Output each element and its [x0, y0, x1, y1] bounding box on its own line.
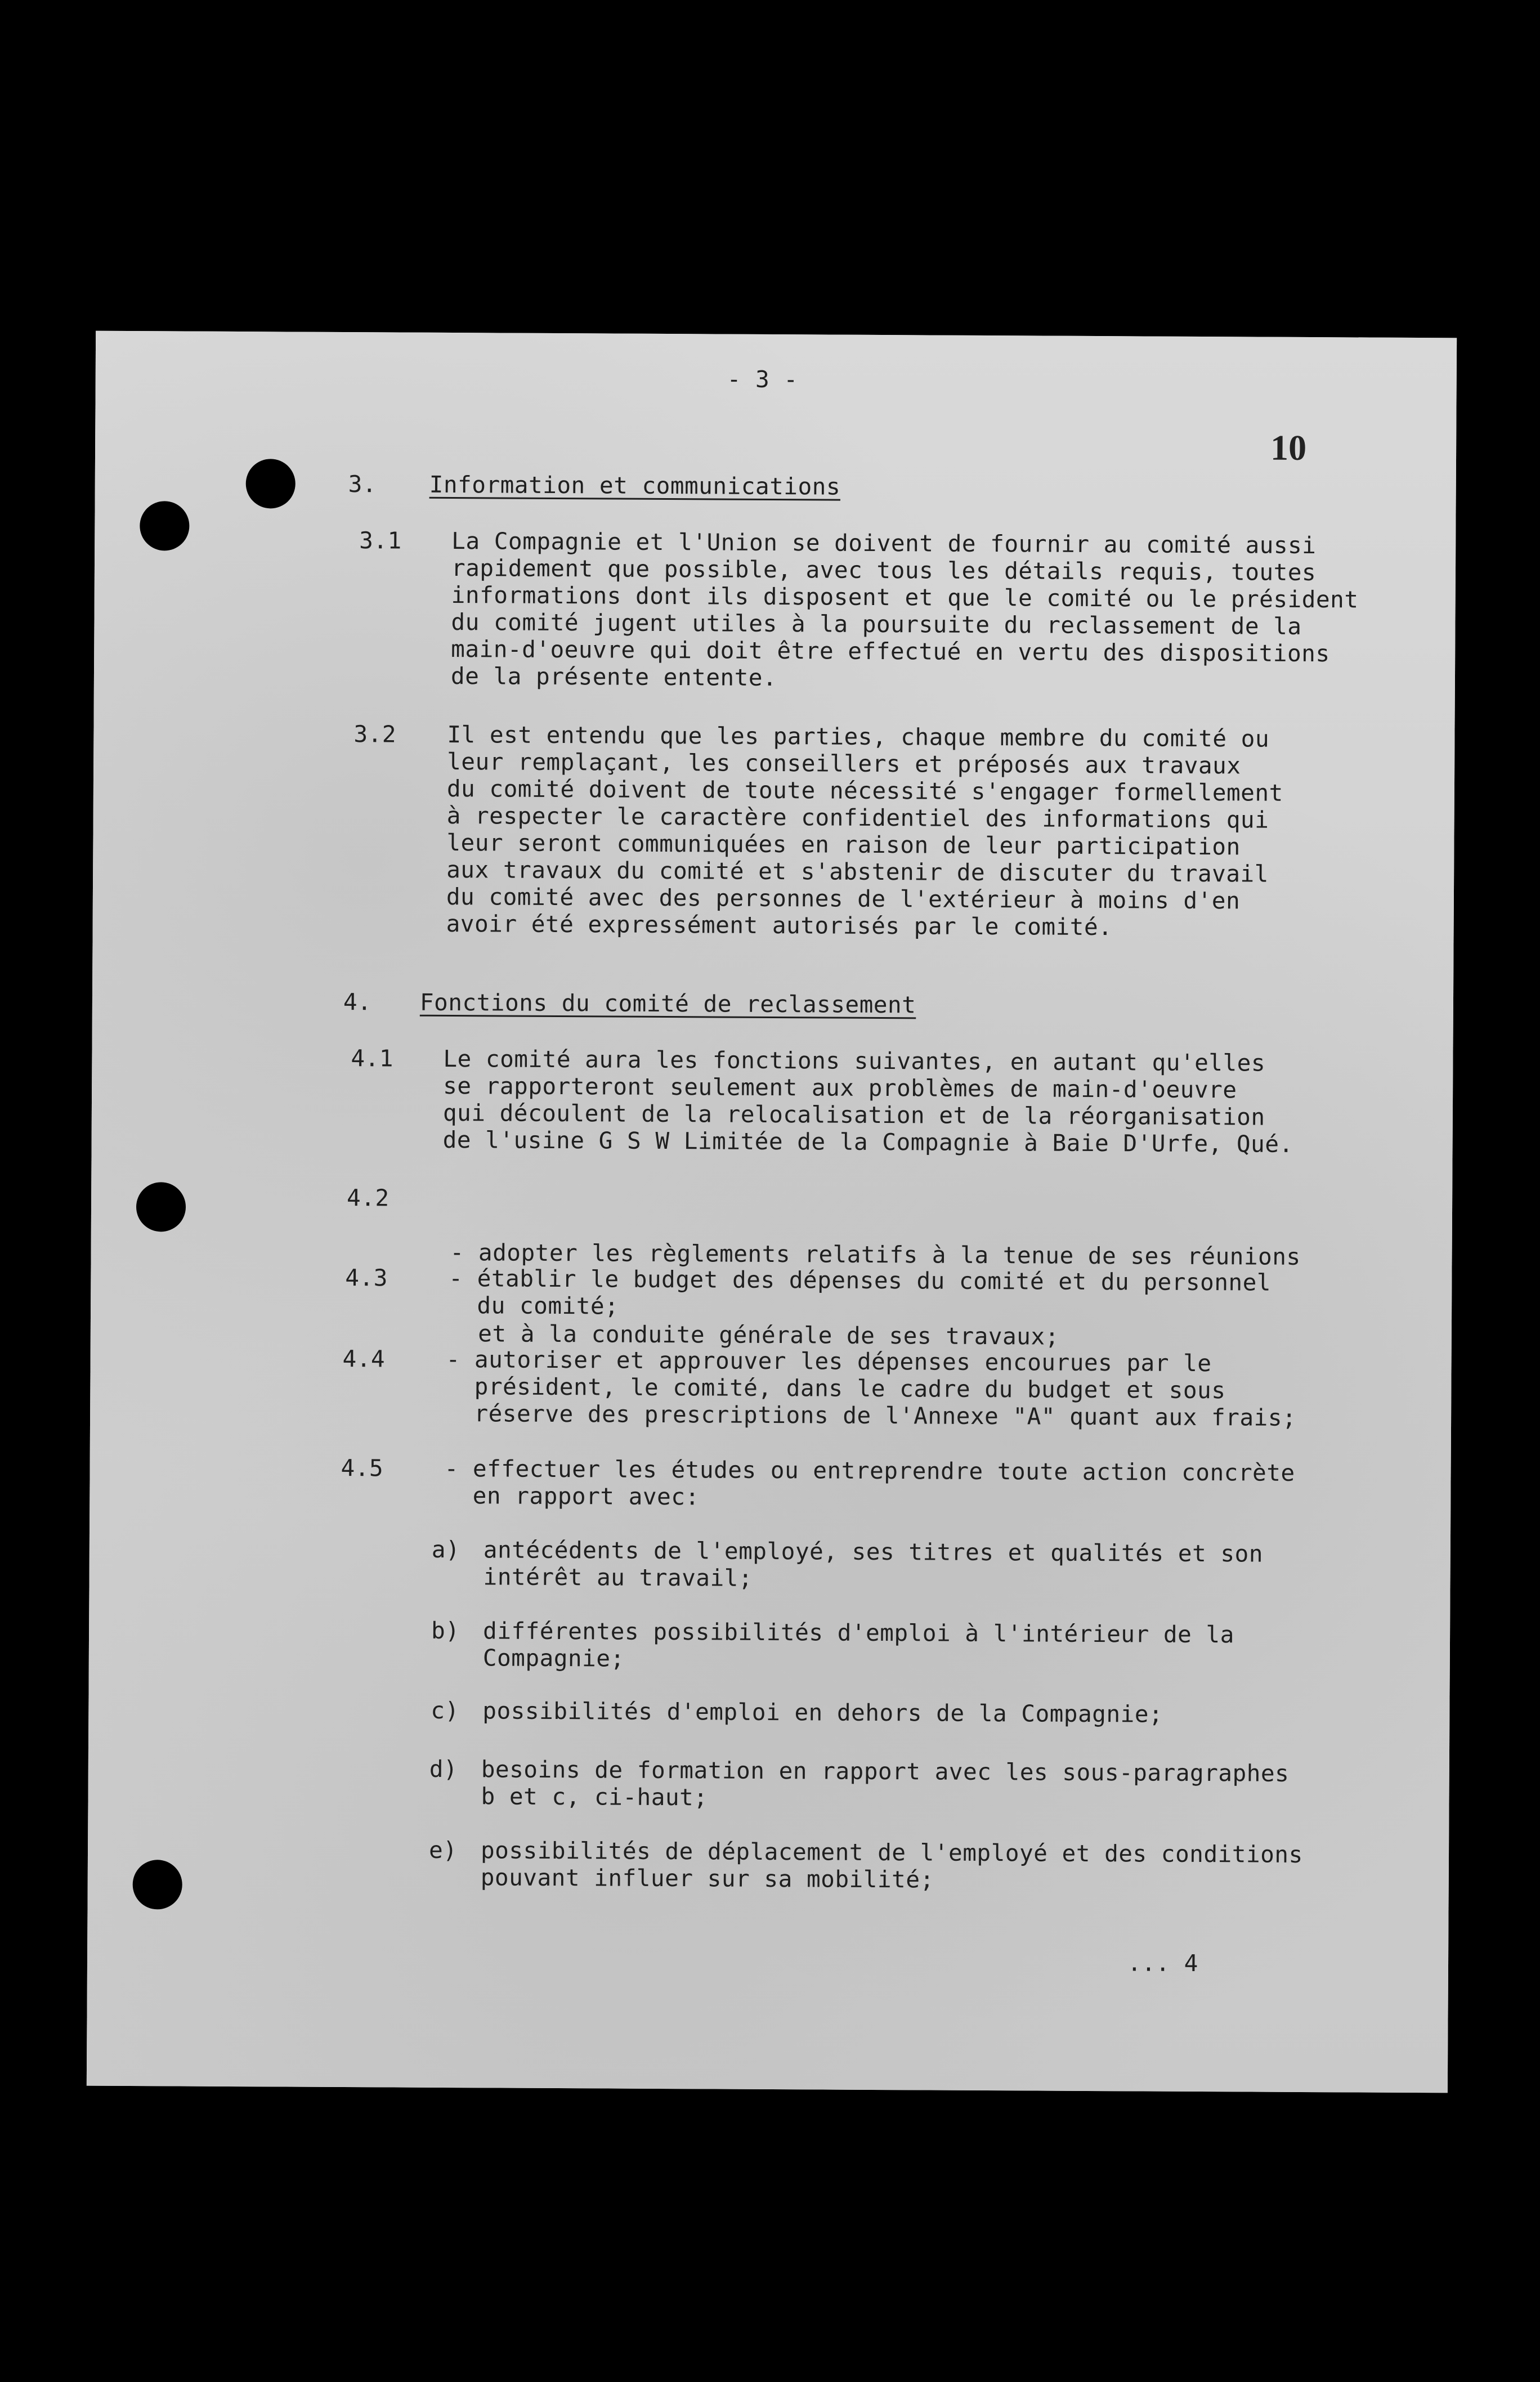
text-line: main-d'oeuvre qui doit être effectué en vertu des dispositions [451, 635, 1330, 668]
text-line: antécédents de l'employé, ses titres et qualités et son [483, 1536, 1264, 1568]
continuation-marker: ... 4 [1127, 1949, 1199, 1977]
text-line: et à la conduite générale de ses travaux; [449, 1320, 1059, 1350]
paragraph-number: 4.5 [341, 1454, 384, 1482]
sub-item-d [481, 1756, 1289, 1814]
paragraph-number: 4.4 [342, 1345, 386, 1373]
sub-item-letter: d) [429, 1755, 458, 1783]
paragraph-3-2 [446, 721, 1284, 942]
text-line: pouvant influer sur sa mobilité; [480, 1864, 934, 1893]
paragraph-number: 4.3 [345, 1264, 388, 1292]
punch-hole [140, 501, 189, 550]
paragraph-number: 3.1 [359, 527, 402, 554]
text-line: à respecter le caractère confidentiel des informations qui [446, 802, 1269, 834]
text-line: leur seront communiquées en raison de leur participation [446, 829, 1241, 861]
section-number: 3. [348, 471, 377, 498]
text-line: possibilités de déplacement de l'employé et des conditions [480, 1837, 1303, 1868]
text-line: leur remplaçant, les conseillers et préposés aux travaux [447, 747, 1241, 780]
text-line: - établir le budget des dépenses du comité et du personnel [449, 1264, 1272, 1296]
section-title: Information et communications [429, 471, 841, 500]
sub-item-c [482, 1697, 1163, 1727]
section-title: Fonctions du comité de reclassement [419, 988, 916, 1019]
text-line: Le comité aura les fonctions suivantes, en autant qu'elles [443, 1045, 1266, 1077]
text-line: - effectuer les études ou entreprendre toute action concrète [444, 1454, 1295, 1486]
text-line: du comité avec des personnes de l'extérieur à moins d'en [446, 883, 1241, 915]
sub-item-letter: b) [431, 1617, 460, 1645]
punch-hole [136, 1182, 186, 1232]
paragraph-4-3 [449, 1265, 1271, 1323]
text-line: rapidement que possible, avec tous les détails requis, toutes [451, 554, 1317, 586]
sub-item-e [481, 1837, 1303, 1895]
sub-item-b [483, 1617, 1234, 1675]
paragraph-4-4 [446, 1346, 1297, 1431]
text-line: Compagnie; [482, 1644, 625, 1672]
paragraph-number: 4.1 [351, 1045, 394, 1072]
text-line: en rapport avec: [444, 1481, 700, 1511]
sub-item-letter: a) [431, 1535, 460, 1564]
text-line: président, le comité, dans le cadre du budget et sous [446, 1372, 1226, 1404]
text-line: avoir été expressément autorisés par le comité. [446, 910, 1113, 941]
text-line: possibilités d'emploi en dehors de la Compagnie; [482, 1697, 1163, 1728]
text-line: aux travaux du comité et s'abstenir de discuter du travail [446, 856, 1269, 888]
paragraph-number: 3.2 [353, 720, 397, 748]
text-line: du comité jugent utiles à la poursuite du reclassement de la [451, 608, 1302, 640]
text-line: différentes possibilités d'emploi à l'intérieur de la [482, 1617, 1234, 1649]
paragraph-3-1 [451, 527, 1359, 694]
paragraph-4-5 [444, 1455, 1295, 1514]
text-line: réserve des prescriptions de l'Annexe "A" quant aux frais; [445, 1399, 1297, 1431]
text-line: Il est entendu que les parties, chaque membre du comité ou [447, 720, 1270, 753]
document-page [87, 331, 1457, 2093]
punch-hole [246, 459, 296, 508]
corner-number: 10 [1270, 427, 1307, 468]
text-line: qui découlent de la relocalisation et de la réorganisation [442, 1099, 1265, 1131]
text-line: intérêt au travail; [483, 1563, 753, 1592]
text-line: informations dont ils disposent et que le comité ou le président [451, 581, 1359, 614]
text-line: de la présente entente. [450, 662, 777, 692]
sub-item-letter: e) [428, 1836, 458, 1864]
text-line: - adopter les règlements relatifs à la tenue de ses réunions [450, 1239, 1301, 1270]
punch-hole [132, 1860, 182, 1909]
text-line: du comité doivent de toute nécessité s'engager formellement [446, 774, 1283, 807]
section-number: 4. [343, 988, 372, 1016]
sub-item-a [483, 1536, 1263, 1594]
text-line: de l'usine G S W Limitée de la Compagnie à Baie D'Urfe, Qué. [442, 1126, 1293, 1158]
sub-item-letter: c) [431, 1696, 459, 1725]
text-line: du comité; [448, 1291, 619, 1320]
text-line: besoins de formation en rapport avec les sous-paragraphes [481, 1756, 1290, 1787]
text-line: La Compagnie et l'Union se doivent de fournir au comité aussi [451, 527, 1317, 559]
paragraph-number: 4.2 [346, 1184, 390, 1212]
paragraph-4-1 [443, 1045, 1294, 1158]
text-line: - autoriser et approuver les dépenses encourues par le [446, 1345, 1212, 1377]
text-line: se rapporteront seulement aux problèmes de main-d'oeuvre [443, 1072, 1237, 1104]
page-number: - 3 - [727, 365, 798, 393]
text-line: b et c, ci-haut; [481, 1783, 708, 1811]
